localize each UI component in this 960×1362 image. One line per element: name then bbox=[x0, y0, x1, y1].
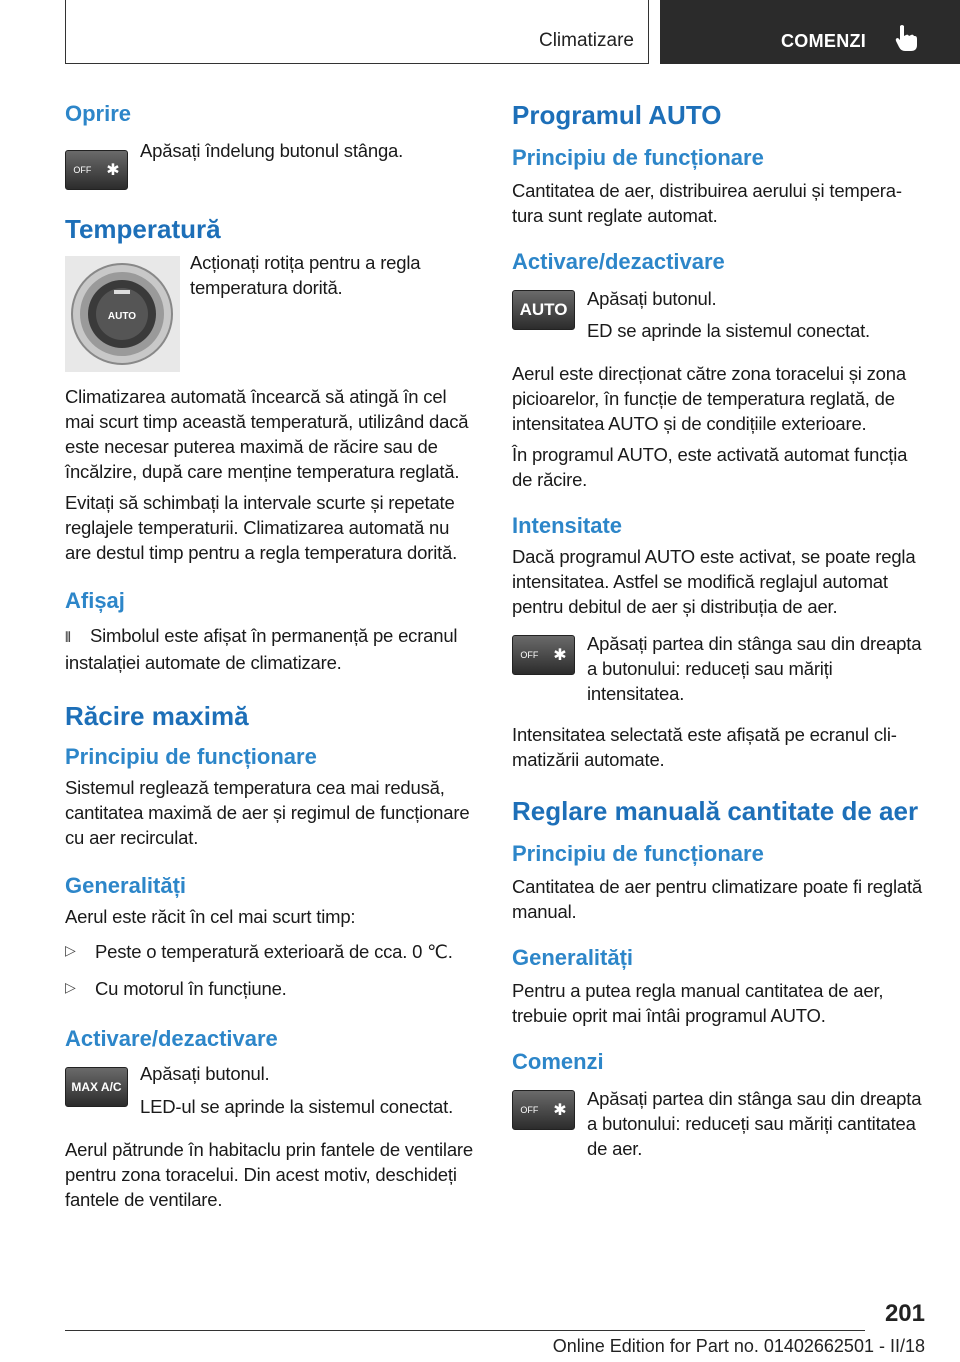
temperatura-row bbox=[65, 252, 479, 372]
manual-generalitati-text: Pentru a putea regla manual cantitatea de aer, trebuie oprit mai întâi programul AUTO. bbox=[512, 980, 884, 1026]
generalitati-heading: Generalități bbox=[65, 873, 187, 898]
right-column bbox=[512, 100, 926, 1161]
manual-generalitati-heading: Generalități bbox=[512, 945, 634, 970]
page-header bbox=[65, 0, 960, 64]
list-item bbox=[65, 976, 479, 1001]
fan-icon: ✱ bbox=[553, 1102, 567, 1119]
intensitate-heading: Intensitate bbox=[512, 513, 623, 538]
knob-auto-label: AUTO bbox=[107, 311, 137, 322]
temperatura-heading: Temperatură bbox=[65, 214, 221, 244]
temperature-knob-image bbox=[65, 256, 180, 372]
off-label: OFF bbox=[73, 165, 92, 175]
intensitate-row bbox=[512, 631, 926, 706]
section-title: Climatizare bbox=[538, 30, 634, 51]
intensitate-text: Apăsați partea din stânga sau din dreapta a butonului: reduceți sau măriți intensitatea. bbox=[587, 633, 922, 704]
off-label: OFF bbox=[520, 650, 539, 660]
bullet-text: Peste o temperatură exterioară de cca. 0 ℃. bbox=[95, 941, 453, 962]
activare-paragraph: Aerul pătrunde în habitaclu prin fantele de ventilare pentru zona toracelui. Din acest motiv, deschideți fantele de ventilare. bbox=[65, 1139, 473, 1210]
auto-activare-paragraph-1: Aerul este direcționat către zona toracelui și zona picioarelor, în funcție de temperatura reglată, de intensitatea AUTO și de condițiile exterioare. bbox=[512, 363, 906, 434]
chapter-title: COMENZI bbox=[781, 31, 867, 51]
generalitati-text: Aerul este răcit în cel mai scurt timp: bbox=[65, 906, 356, 927]
auto-principiu-heading: Principiu de funcționare bbox=[512, 145, 764, 170]
afisaj-heading: Afișaj bbox=[65, 588, 125, 613]
auto-activare-text-1: Apăsați butonul. bbox=[587, 288, 717, 309]
comenzi-row bbox=[512, 1086, 926, 1161]
fan-icon: ✱ bbox=[553, 647, 567, 664]
list-item bbox=[65, 939, 479, 964]
auto-principiu-text: Cantitatea de aer, distribuirea aerului și temperatura sunt reglate automat. bbox=[512, 180, 903, 226]
manual-heading: Reglare manuală cantitate de aer bbox=[512, 796, 919, 826]
oprire-heading: Oprire bbox=[65, 101, 132, 126]
activare-heading: Activare/dezactivare bbox=[65, 1026, 278, 1051]
max-cooling-symbol-icon: ⫴ bbox=[65, 629, 71, 645]
activare-row bbox=[65, 1061, 479, 1119]
chapter-tab bbox=[660, 0, 960, 64]
fan-button-image bbox=[512, 635, 575, 675]
intensitate-paragraph: Dacă programul AUTO este activat, se poate regla intensitatea. Astfel se modifică reglajul automat pentru debitul de aer și distribuția de aer. bbox=[512, 546, 916, 617]
temperatura-paragraph-2: Evitați să schimbați la intervale scurte și repetate reglajele temperaturii. Climatizarea automată nu are destul timp pentru a regla temperatura dorită. bbox=[65, 492, 458, 563]
racire-heading: Răcire maximă bbox=[65, 701, 249, 731]
afisaj-paragraph bbox=[65, 623, 479, 675]
off-label: OFF bbox=[520, 1105, 539, 1115]
activare-text-2: LED-ul se aprinde la sistemul conectat. bbox=[140, 1096, 454, 1117]
racire-principiu-text: Sistemul reglează temperatura cea mai redusă, cantitatea maximă de aer și regimul de funcționare cu aer recirculat. bbox=[65, 777, 470, 848]
comenzi-text: Apăsați partea din stânga sau din dreapta a butonului: reduceți sau măriți cantitatea de aer. bbox=[587, 1088, 922, 1159]
auto-heading: Programul AUTO bbox=[512, 100, 722, 130]
left-column bbox=[65, 100, 479, 1212]
temperatura-paragraph-1: Climatizarea automată încearcă să atingă în cel mai scurt timp această temperatură, utilizând dacă este necesar puterea maximă de răcire sau de încălzire, după care menține temperatura reglată. bbox=[65, 386, 469, 482]
auto-button-image: AUTO bbox=[512, 290, 575, 330]
temperatura-text: Acționați rotița pentru a regla temperatura dorită. bbox=[190, 252, 421, 298]
footer-edition: Online Edition for Part no. 01402662501 - II/18 bbox=[552, 1336, 925, 1356]
comenzi-heading: Comenzi bbox=[512, 1049, 604, 1074]
max-ac-button-image: MAX A/C bbox=[65, 1067, 128, 1107]
auto-activare-paragraph-2: În programul AUTO, este activată automat funcția de răcire. bbox=[512, 444, 908, 490]
fan-button-image bbox=[65, 150, 128, 190]
manual-principiu-heading: Principiu de funcționare bbox=[512, 841, 764, 866]
oprire-text: Apăsați îndelung butonul stânga. bbox=[140, 140, 404, 161]
footer-divider bbox=[65, 1330, 865, 1331]
bullet-text: Cu motorul în funcțiune. bbox=[95, 978, 287, 999]
fan-button-image bbox=[512, 1090, 575, 1130]
oprire-row bbox=[65, 138, 479, 190]
fan-icon: ✱ bbox=[106, 162, 120, 179]
bullet-triangle-icon: ▷ bbox=[65, 942, 76, 958]
auto-activare-row bbox=[512, 286, 926, 343]
bullet-triangle-icon: ▷ bbox=[65, 979, 76, 995]
pointing-hand-icon bbox=[895, 24, 917, 52]
activare-text-1: Apăsați butonul. bbox=[140, 1063, 270, 1084]
section-tab bbox=[65, 0, 649, 64]
page-number: 201 bbox=[884, 1300, 925, 1327]
afisaj-text: Simbolul este afișat în permanență pe ecranul instalației automate de climatizare. bbox=[65, 625, 458, 673]
intensitate-paragraph-2: Intensitatea selectată este afișată pe ecranul climatizării automate. bbox=[512, 724, 897, 770]
racire-principiu-heading: Principiu de funcționare bbox=[65, 744, 317, 769]
manual-principiu-text: Cantitatea de aer pentru climatizare poate fi reglată manual. bbox=[512, 876, 923, 922]
auto-activare-text-2: ED se aprinde la sistemul conectat. bbox=[587, 320, 870, 341]
auto-activare-heading: Activare/dezactivare bbox=[512, 249, 725, 274]
